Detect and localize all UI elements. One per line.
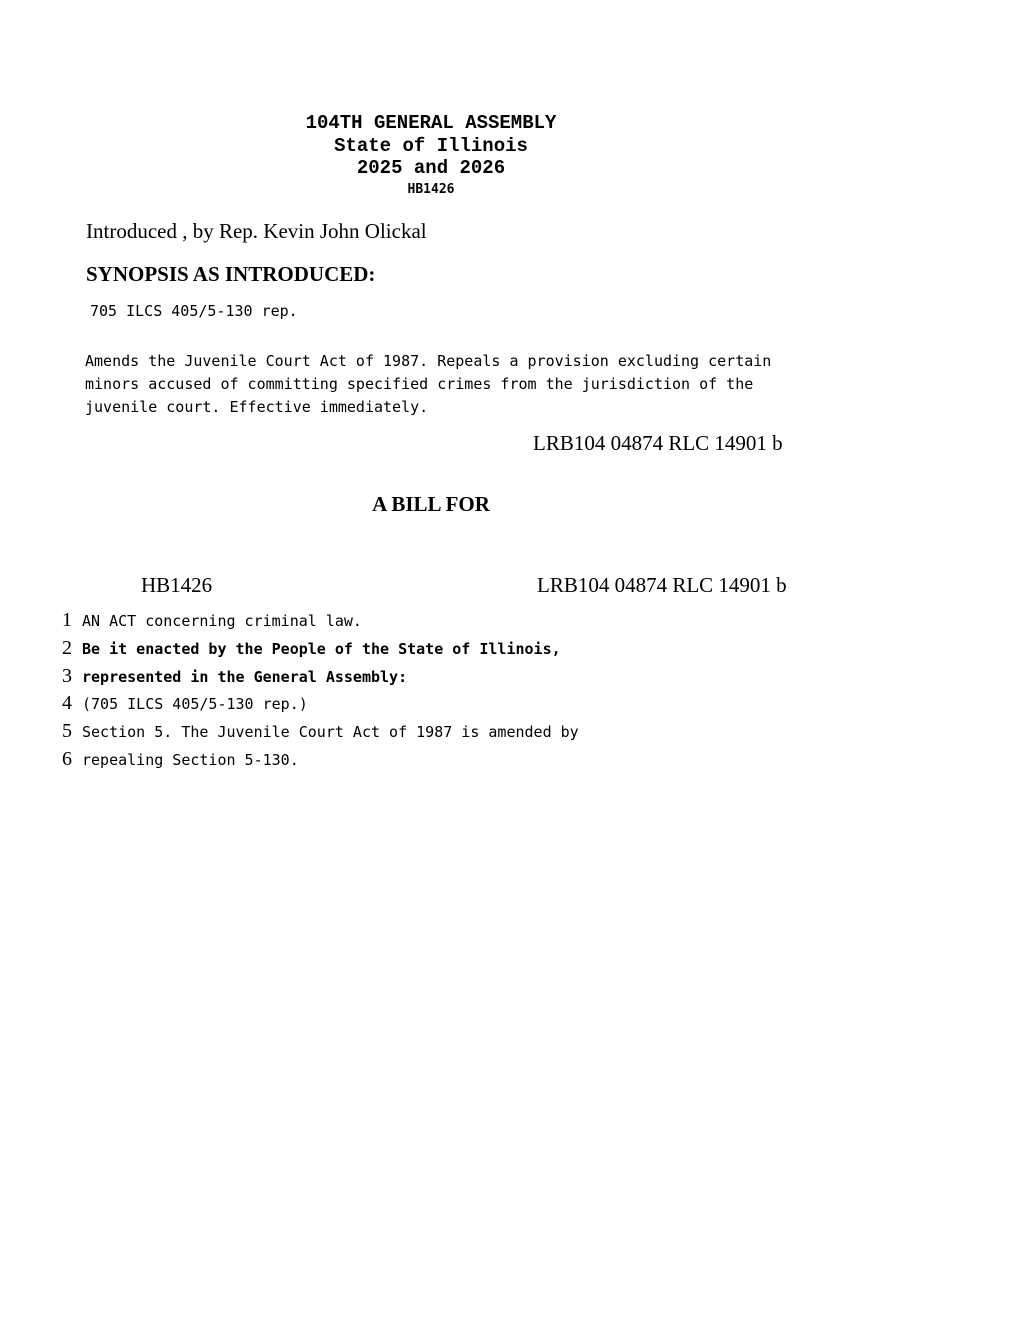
- bill-for-heading: A BILL FOR: [372, 492, 490, 516]
- line-number: 3: [62, 665, 72, 687]
- bill-line-text: Be it enacted by the People of the State of Illinois,: [82, 640, 561, 658]
- synopsis-heading: SYNOPSIS AS INTRODUCED:: [86, 262, 376, 286]
- synopsis-lrb-code: LRB104 04874 RLC 14901 b: [533, 431, 783, 455]
- assembly-title: 104TH GENERAL ASSEMBLY: [305, 112, 557, 134]
- line-number: 4: [62, 692, 72, 714]
- bill-line-text: Section 5. The Juvenile Court Act of 1987 is amended by: [82, 723, 579, 741]
- page-header-bill: HB1426: [141, 573, 213, 597]
- synopsis-line: minors accused of committing specified crimes from the jurisdiction of the: [85, 375, 754, 393]
- line-number: 5: [62, 720, 72, 742]
- line-number: 2: [62, 637, 72, 659]
- bill-number: HB1426: [407, 182, 455, 197]
- page-header-lrb: LRB104 04874 RLC 14901 b: [537, 573, 787, 597]
- introduced-by: Introduced , by Rep. Kevin John Olickal: [86, 219, 427, 243]
- bill-line-text: repealing Section 5-130.: [82, 751, 299, 769]
- bill-line-text: (705 ILCS 405/5-130 rep.): [82, 695, 308, 713]
- bill-line-text: represented in the General Assembly:: [82, 668, 408, 686]
- line-number: 6: [62, 748, 72, 770]
- session-years: 2025 and 2026: [356, 157, 506, 179]
- synopsis-body: [85, 350, 771, 419]
- line-number: 1: [62, 609, 72, 631]
- state-title: State of Illinois: [334, 135, 528, 157]
- synopsis-citation: 705 ILCS 405/5-130 rep.: [90, 302, 298, 320]
- synopsis-line: Amends the Juvenile Court Act of 1987. Repeals a provision excluding certain: [85, 352, 772, 370]
- synopsis-line: juvenile court. Effective immediately.: [85, 398, 429, 416]
- bill-line-text: AN ACT concerning criminal law.: [82, 612, 362, 630]
